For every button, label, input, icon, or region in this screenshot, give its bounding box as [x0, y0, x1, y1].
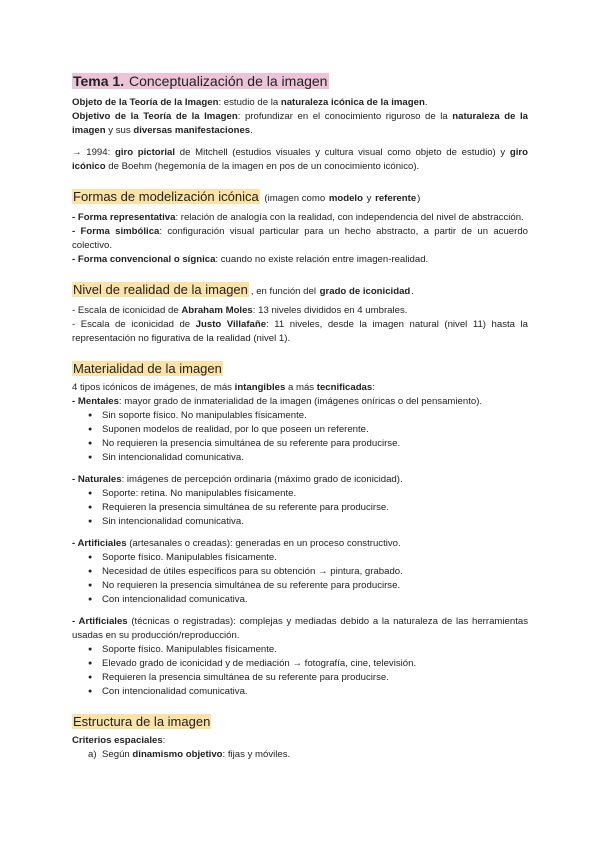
list-item: ● No requieren la presencia simultánea de su referente para producirse. [102, 437, 528, 451]
forma-item: - Forma convencional o sígnica: cuando no existe relación entre imagen-realidad. [72, 254, 429, 265]
forma-item: - Forma simbólica: configuración visual particular para un hecho abstracto, a partir de un acuerdo colectivo. [72, 226, 529, 251]
list-item: a) Según dinamismo objetivo: fijas y móviles. [88, 749, 291, 760]
list-item: ● Sin soporte físico. No manipulables físicamente. [102, 409, 528, 423]
list-item: ● Con intencionalidad comunicativa. [102, 593, 528, 607]
bullet-list [72, 551, 528, 607]
formas-heading: Formas de modelización icónica (imagen como modelo y referente) [73, 189, 421, 204]
group-artificiales-tecnicas: - Artificiales (técnicas o registradas): complejas y mediadas debido a la naturaleza de las herramientas usadas en su producción/reproducción. [72, 616, 528, 641]
list-item: ● Con intencionalidad comunicativa. [102, 685, 528, 699]
document-page [72, 72, 528, 762]
nivel-subtitle: , en función del grado de iconicidad. [250, 286, 414, 297]
giro-paragraph: → 1994: giro pictorial de Mitchell (estudios visuales y cultura visual como objeto de estudio) y giro icónico de Boehm (hegemonía de la imagen en pos de un conocimiento icónico). [72, 147, 528, 172]
bullet-list [72, 643, 528, 699]
list-item: ● Necesidad de útiles específicos para su obtención → pintura, grabado. [102, 565, 528, 579]
list-item: ● Elevado grado de iconicidad y de mediación → fotografía, cine, televisión. [102, 657, 528, 671]
forma-item: - Forma representativa: relación de analogía con la realidad, con independencia del nivel de abstracción. [72, 212, 524, 223]
list-item: ● Suponen modelos de realidad, por lo que poseen un referente. [102, 423, 528, 437]
list-item: ● Sin intencionalidad comunicativa. [102, 451, 528, 465]
nivel-heading: Nivel de realidad de la imagen , en función del grado de iconicidad. [73, 282, 414, 297]
list-item: ● Soporte: retina. No manipulables físicamente. [102, 487, 528, 501]
group-artificiales-artesanales: - Artificiales (artesanales o creadas): generadas en un proceso constructivo. [72, 538, 401, 549]
group-naturales: - Naturales: imágenes de percepción ordinaria (máximo grado de iconicidad). [72, 474, 403, 485]
list-item: ● Requieren la presencia simultánea de su referente para producirse. [102, 671, 528, 685]
materialidad-intro: 4 tipos icónicos de imágenes, de más intangibles a más tecnificadas: [72, 382, 375, 393]
objeto-paragraph: Objeto de la Teoría de la Imagen: estudio de la naturaleza icónica de la imagen. [72, 97, 428, 108]
list-item: ● Requieren la presencia simultánea de su referente para producirse. [102, 501, 528, 515]
formas-subtitle: (imagen como modelo y referente) [261, 193, 421, 204]
group-mentales: - Mentales: mayor grado de inmaterialidad de la imagen (imágenes oníricas o del pensamiento). [72, 396, 483, 407]
objetivo-paragraph: Objetivo de la Teoría de la Imagen: profundizar en el conocimiento riguroso de la naturaleza de la imagen y sus diversas manifestaciones. [72, 111, 528, 136]
estructura-heading: Estructura de la imagen [73, 714, 211, 729]
list-item: ● Soporte físico. Manipulables físicamente. [102, 643, 528, 657]
escala-moles: - Escala de iconicidad de Abraham Moles: 13 niveles divididos en 4 umbrales. [72, 305, 408, 316]
page-title: Tema 1. Conceptualización de la imagen [73, 73, 328, 89]
list-item: ● No requieren la presencia simultánea de su referente para producirse. [102, 579, 528, 593]
criterios-espaciales: Criterios espaciales: [72, 735, 166, 746]
materialidad-heading: Materialidad de la imagen [73, 361, 222, 376]
list-item: ● Sin intencionalidad comunicativa. [102, 515, 528, 529]
bullet-list [72, 487, 528, 529]
criterios-list [72, 748, 528, 762]
escala-villafane: - Escala de iconicidad de Justo Villafañe: 11 niveles, desde la imagen natural (nivel 11) hasta la representación no figurativa de la realidad (nivel 1). [72, 319, 528, 344]
bullet-list [72, 409, 528, 465]
list-item: ● Soporte físico. Manipulables físicamente. [102, 551, 528, 565]
